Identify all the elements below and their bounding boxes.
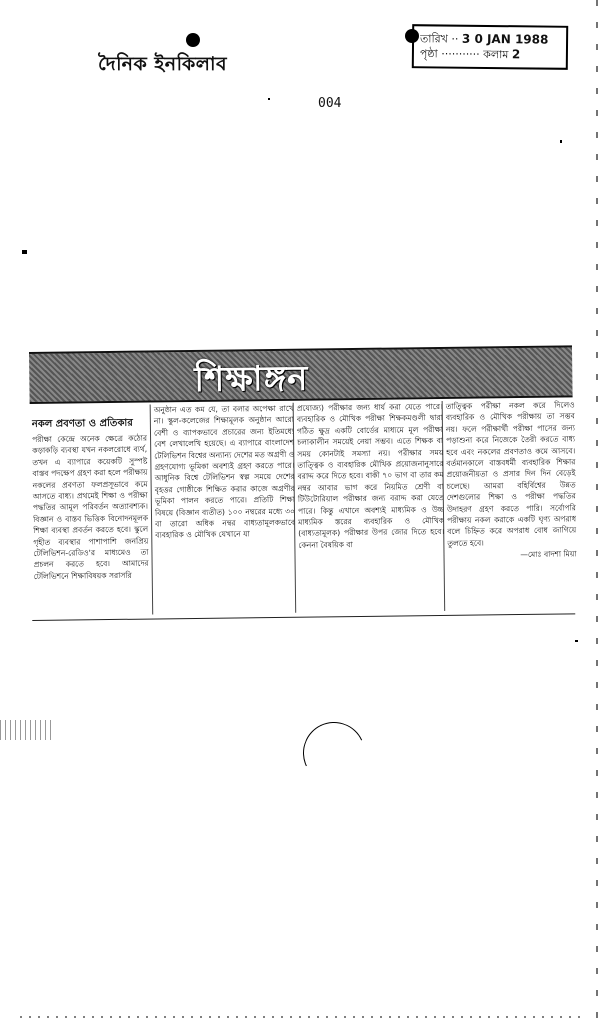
column-text: পরীক্ষা কেন্দ্রে অনেক ক্ষেত্রে কঠোর কড়াকড়ি ব্যবস্থা যখন নকলরোধে ব্যর্থ, তখন এ ব্যাপারে কয়েকটি সুস্পষ্ট বাস্তব পদক্ষেপ গ্রহণ করা হলে পরীক্ষায় নকলের প্রবণতা ফলপ্রসূভাবে কমে আসতে বাধ্য। প্রথমেই শিক্ষা ও পরীক্ষা পদ্ধতির আমূল পরিবর্তন অত্যাবশ্যক। বিজ্ঞান ও বাস্তব ভিত্তিক বিনোদনমূলক শিক্ষা ব্যবস্থা প্রবর্তন করতে হবে। স্কুলে গৃহীত ব্যবস্থার পাশাপাশি জনপ্রিয় টেলিভিশন-রেডিও'র মাধ্যমেও তা প্রচলন করতে হবে। আমাদের টেলিভিশনে শিক্ষাবিষয়ক সরাসরি bbox=[32, 433, 149, 581]
stamp-page-row: পৃষ্ঠা ··········· কলাম 2 bbox=[419, 47, 521, 62]
scan-speck bbox=[268, 98, 270, 100]
bottom-edge-noise bbox=[20, 1016, 580, 1018]
section-title: শিক্ষাঙ্গন bbox=[194, 358, 309, 400]
article-column-4 bbox=[442, 399, 578, 611]
stamp-date-value: 3 0 JAN 1988 bbox=[461, 31, 549, 47]
section-banner bbox=[29, 345, 573, 404]
newspaper-clipping bbox=[29, 345, 575, 622]
scan-speck bbox=[560, 140, 562, 143]
column-text: প্রযোজ্য) পরীক্ষার জন্য ধার্য করা যেতে পারে। ব্যবহারিক ও মৌখিক পরীক্ষা শিক্ষকমণ্ডলী দ্বারা গঠিত ক্ষুদ্র একটি বোর্ডের মাধ্যমে মূল পরীক্ষা চলাকালীন সময়েই নেয়া সম্ভব। এতে শিক্ষক বা সময় কোনটাই সমস্যা নয়। পরীক্ষার সময় তাত্ত্বিক ও ব্যবহারিক মৌখিক প্রয়োজনানুসারে বরাদ্দ করে দিতে হবে। বাকী ৭০ ভাগ বা তার কম নম্বর আবার ভাগ করে নিয়মিত শ্রেণী বা টিউটোরিয়াল পরীক্ষার জন্য বরাদ্দ করা যেতে পারে। কিন্তু এখানে অবশ্যই মাধ্যমিক ও উচ্চ মাধ্যমিক স্তরের ব্যবহারিক ও মৌখিক (বাধ্যতামূলক) পরীক্ষার উপর জোর দিতে হবে। কেননা বৈষয়িক বা bbox=[296, 401, 445, 550]
stamp-date-label: তারিখ bbox=[420, 32, 449, 46]
article-body bbox=[30, 399, 576, 621]
author-signature: —মোঃ বাদশা মিয়া bbox=[520, 549, 577, 560]
column-text: তাত্ত্বিক পরীক্ষা নকল করে দিলেও ব্যবহারিক ও মৌখিক পরীক্ষায় তা সম্ভব নয়। ফলে পরীক্ষার্থী পরীক্ষা পাসের জন্য পড়াশুনা করে নিজেকে তৈরী করতে বাধ্য হবে এবং নকলের প্রবণতাও কমে আসবে। বর্তমানকালে বাস্তবধর্মী ব্যবহারিক শিক্ষার প্রয়োজনীয়তা ও প্রসার দিন দিন বেড়েই চলেছে। আমরা বহির্বিশ্বের উন্নত দেশগুলোর শিক্ষা ও পরীক্ষা পদ্ধতির উদাহরণ গ্রহণ করতে পারি। সর্বোপরি পরীক্ষায় নকল করাকে একটি ঘৃণ্য অপরাধ বলে চিহ্নিত করে অপরাধ বোধ জাগিয়ে তুলতে হবে। bbox=[445, 400, 577, 548]
scan-noise bbox=[0, 720, 55, 740]
page-number: 004 bbox=[318, 96, 342, 111]
article-column-1 bbox=[32, 405, 150, 616]
article-column-2 bbox=[150, 403, 297, 615]
scan-speck bbox=[575, 640, 578, 642]
scan-speck bbox=[22, 250, 27, 254]
pencil-arc-mark bbox=[294, 713, 373, 792]
punch-hole-left bbox=[186, 33, 200, 47]
article-column-3 bbox=[293, 401, 446, 613]
stamp-col-value: 2 bbox=[511, 47, 521, 62]
stamp-col-label: কলাম bbox=[483, 47, 509, 62]
article-headline: নকল প্রবণতা ও প্রতিকার bbox=[31, 417, 133, 430]
stamp-page-label: পৃষ্ঠা bbox=[419, 47, 438, 61]
stamp-date-row: তারিখ ·· 3 0 JAN 1988 bbox=[420, 31, 549, 47]
column-text: অনুষ্ঠান এত কম যে, তা বলার অপেক্ষা রাখে না। স্কুল-কলেজের শিক্ষামূলক অনুষ্ঠান আরো বেশী ও ব্যাপকভাবে প্রচারের জন্য ইতিমধ্যে বেশ লেখালেখি হয়েছে। এ ব্যাপারে বাংলাদেশ টেলিভিশন বিশ্বের অন্যান্য দেশের মত অগ্রণী ও গ্রহণযোগ্য ভূমিকা অবশ্যই গ্রহণ করতে পারে। আধুনিক বিশ্বে টেলিভিশন স্বল্প সময়ে দেশের বৃহত্তর গোষ্ঠীকে শিক্ষিত করার কাজে অগ্রণীর ভূমিকা পালন করতে পারে। প্রতিটি শিক্ষা বিষয়ে (বিজ্ঞান ব্যতীত) ১০০ নম্বরের মধ্যে ৩০ বা তারো অধিক নম্বর বাধ্যতামূলকভাবে ব্যবহারিক ও মৌখিক যেখানে যা bbox=[153, 403, 296, 540]
newspaper-masthead: দৈনিক ইনকিলাব bbox=[98, 53, 228, 75]
archive-date-stamp bbox=[412, 24, 568, 70]
page-edge-noise bbox=[596, 0, 598, 1024]
